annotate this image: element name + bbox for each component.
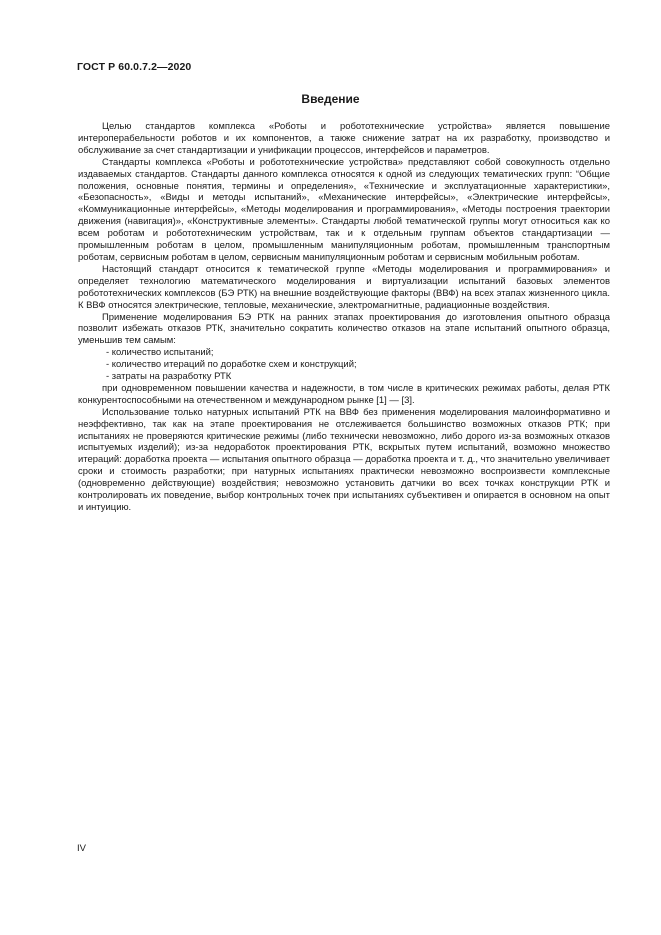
paragraph-natural-tests: Использование только натурных испытаний РТК на ВВФ без применения моделирования малоинформативно и неэффективно, так как на этапе проектирования не отслеживается большинство возможных отказов РТК; при испытаниях не проверяются критические режимы (либо технически невозможно, либо дорого из-за возможных отказов испытуемых изделий); из-за недоработок проектирования РТК, вскрытых путем испытаний, возможно множество итераций: доработка проекта — испытания опытного образца — доработка проекта и т. д., что значительно увеличивает сроки и стоимость разработки; при натурных испытаниях практически невозможно воспроизвести комплексные (одновременно действующие) воздействия; невозможно установить датчики во всех точках конструкции РТК и контролировать их поведение, выбор контрольных точек при испытаниях субъективен и опирается в основном на опыт и интуицию. — [78, 406, 610, 513]
document-body — [78, 121, 610, 514]
list-item: - затраты на разработку РТК — [106, 371, 232, 383]
paragraph-modeling: Применение моделирования БЭ РТК на ранних этапах проектирования до изготовления опытного образца позволит избежать отказов РТК, значительно сократить количество отказов на этапе испытаний опытного образца, уменьшив тем самым: — [78, 311, 610, 347]
page-number: IV — [77, 843, 86, 854]
paragraph-complex: Стандарты комплекса «Роботы и робототехнические устройства» представляют собой совокупность отдельно издаваемых стандартов. Стандарты данного комплекса относятся к одной из следующих тематических групп: “Общие положения, основные понятия, термины и определения», «Технические и эксплуатационные характеристики», «Безопасность», «Виды и методы испытаний», «Механические интерфейсы», «Электрические интерфейсы», «Коммуникационные интерфейсы», «Методы моделирования и программирования», «Методы построения траектории движения (навигация)», «Конструктивные элементы». Стандарты любой тематической группы могут относиться как ко всем роботам и робототехническим устройствам, так и к отдельным группам объектов стандартизации — промышленным роботам в целом, промышленным манипуляционным роботам, промышленным транспортным роботам, сервисным роботам в целом, сервисным манипуляционным роботам и сервисным мобильным роботам. — [78, 156, 610, 263]
document-header: ГОСТ Р 60.0.7.2—2020 — [77, 61, 192, 73]
paragraph-scope: Настоящий стандарт относится к тематической группе «Методы моделирования и программирования» и определяет технологию математического моделирования и виртуализации испытаний базовых элементов робототехнических комплексов (БЭ РТК) на внешние воздействующие факторы (ВВФ) на всех этапах жизненного цикла. К ВВФ относятся электрические, тепловые, механические, электромагнитные, радиационные воздействия. — [78, 263, 610, 311]
list-item: - количество итераций по доработке схем и конструкций; — [106, 359, 357, 371]
paragraph-purpose: Целью стандартов комплекса «Роботы и робототехнические устройства» является повышение интероперабельности роботов и их компонентов, а также снижение затрат на их разработку, производство и обслуживание за счет стандартизации и унификации процессов, интерфейсов и параметров. — [78, 121, 610, 156]
section-title: Введение — [301, 92, 360, 106]
list-item: - количество испытаний; — [106, 347, 214, 359]
paragraph-continuation: при одновременном повышении качества и надежности, в том числе в критических режимах работы, делая РТК конкурентоспособными на отечественном и международном рынке [1] — [3]. — [78, 382, 610, 406]
